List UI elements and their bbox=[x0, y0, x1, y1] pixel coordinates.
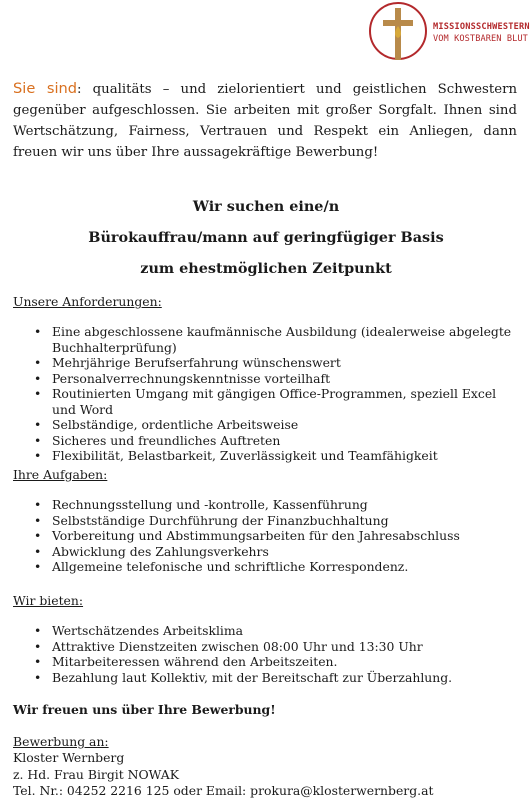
list-item: • Flexibilität, Belastbarkeit, Zuverlässigkeit und Teamfähigkeit bbox=[13, 448, 518, 464]
list-item: • Vorbereitung und Abstimmungsarbeiten für den Jahresabschluss bbox=[13, 528, 518, 544]
list-item: • Sicheres und freundliches Auftreten bbox=[13, 433, 518, 449]
intro-lead: Sie sind bbox=[13, 80, 78, 97]
list-item: • Mehrjährige Berufserfahrung wünschenswert bbox=[13, 355, 518, 371]
list-item: • Allgemeine telefonische und schriftliche Korrespondenz. bbox=[13, 559, 518, 575]
list-item: • Eine abgeschlossene kaufmännische Ausbildung (idealerweise abgelegte Buchhalterprüfung) bbox=[13, 324, 518, 355]
list-item: • Bezahlung laut Kollektiv, mit der Bereitschaft zur Überzahlung. bbox=[13, 670, 518, 686]
headline-line1: Wir suchen eine/n bbox=[192, 198, 340, 215]
list-bieten bbox=[13, 623, 518, 685]
closing-line: Wir freuen uns über Ihre Bewerbung! bbox=[13, 702, 276, 717]
list-item: • Mitarbeiteressen während den Arbeitszeiten. bbox=[13, 654, 518, 670]
contact-heading: Bewerbung an: bbox=[13, 734, 109, 749]
list-item: • Attraktive Dienstzeiten zwischen 08:00 Uhr und 13:30 Uhr bbox=[13, 639, 518, 655]
logo-line2: VOM KOSTBAREN BLUT bbox=[433, 34, 528, 44]
list-item: • Routinierten Umgang mit gängigen Office-Programmen, speziell Excel und Word bbox=[13, 386, 518, 417]
list-item: • Selbständige, ordentliche Arbeitsweise bbox=[13, 417, 518, 433]
section-heading-anforderungen: Unsere Anforderungen: bbox=[13, 294, 162, 309]
logo-line1: MISSIONSSCHWESTERN bbox=[433, 22, 530, 32]
list-item: • Abwicklung des Zahlungsverkehrs bbox=[13, 544, 518, 560]
contact-tel-email: Tel. Nr.: 04252 2216 125 oder Email: prokura@klosterwernberg.at bbox=[13, 782, 434, 798]
list-item: • Rechnungsstellung und -kontrolle, Kassenführung bbox=[13, 497, 518, 513]
list-item: • Selbstständige Durchführung der Finanzbuchhaltung bbox=[13, 513, 518, 529]
list-item: • Wertschätzendes Arbeitsklima bbox=[13, 623, 518, 639]
intro-text: : qualitäts – und zielorientiert und geistlichen Schwestern gegenüber aufgeschlossen. Sie arbeiten mit großer Sorgfalt. Ihnen sind Wertschätzung, Fairness, Vertrauen und Respekt ein Anliegen, dann freuen wir uns über Ihre aussagekräftige Bewerbung! bbox=[13, 82, 518, 160]
section-heading-bieten: Wir bieten: bbox=[13, 593, 84, 608]
intro-paragraph bbox=[13, 78, 517, 163]
cross-icon bbox=[369, 2, 427, 60]
contact-block bbox=[13, 734, 433, 799]
list-aufgaben bbox=[13, 497, 518, 575]
headline-line2: Bürokauffrau/mann auf geringfügiger Basis bbox=[88, 229, 444, 246]
logo bbox=[369, 2, 531, 66]
list-item: • Personalverrechnungskenntnisse vorteilhaft bbox=[13, 371, 518, 387]
list-anforderungen bbox=[13, 324, 518, 464]
contact-attn: z. Hd. Frau Birgit NOWAK bbox=[13, 766, 179, 782]
headline-line3: zum ehestmöglichen Zeitpunkt bbox=[140, 260, 392, 277]
section-heading-aufgaben: Ihre Aufgaben: bbox=[13, 467, 108, 482]
contact-name: Kloster Wernberg bbox=[13, 750, 125, 766]
